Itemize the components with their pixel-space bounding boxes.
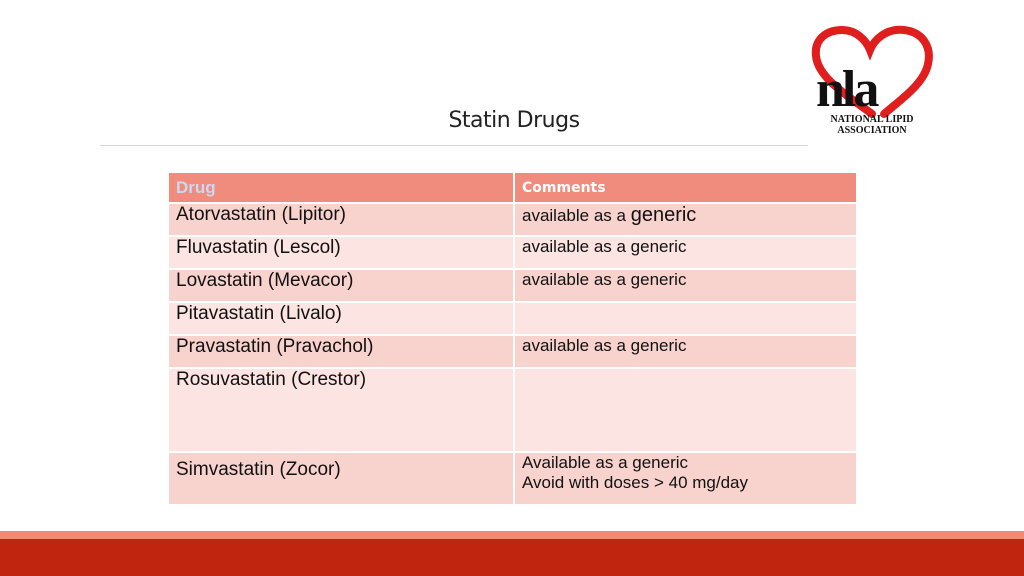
table-row [168, 335, 857, 368]
drug-cell: Lovastatin (Mevacor) [168, 269, 514, 302]
title-divider [100, 145, 808, 146]
comment-cell: available as a generic [514, 236, 857, 269]
comment-text-tail: generic [630, 204, 697, 226]
logo-caption-line1: NATIONAL LIPID [830, 114, 914, 125]
comment-line: Avoid with doses > 40 mg/day [522, 473, 749, 492]
comment-cell: available as a generic [514, 269, 857, 302]
comment-line: Available as a generic [522, 453, 689, 472]
table-row [168, 236, 857, 269]
column-header-drug: Drug [168, 172, 514, 203]
footer-accent-bar [0, 531, 1024, 539]
comment-cell [514, 302, 857, 335]
column-header-comments: Comments [514, 172, 857, 203]
table-row [168, 269, 857, 302]
comment-cell [514, 203, 857, 236]
table-row [168, 452, 857, 505]
drug-cell: Simvastatin (Zocor) [168, 452, 514, 505]
table-row [168, 302, 857, 335]
table-row [168, 368, 857, 452]
footer-bar [0, 539, 1024, 576]
logo-caption [808, 114, 936, 136]
drug-cell: Pravastatin (Pravachol) [168, 335, 514, 368]
logo-caption-line2: ASSOCIATION [837, 125, 907, 136]
comment-cell [514, 452, 857, 505]
drug-cell: Fluvastatin (Lescol) [168, 236, 514, 269]
drug-cell: Rosuvastatin (Crestor) [168, 368, 514, 452]
comment-cell [514, 368, 857, 452]
statin-table [167, 171, 858, 506]
nla-logo [808, 22, 936, 146]
svg-text:nla: nla [816, 61, 877, 118]
slide-title: Statin Drugs [448, 108, 580, 133]
drug-cell: Pitavastatin (Livalo) [168, 302, 514, 335]
drug-cell: Atorvastatin (Lipitor) [168, 203, 514, 236]
comment-cell: available as a generic [514, 335, 857, 368]
comment-text: available as a [522, 206, 626, 225]
table-header-row [168, 172, 857, 203]
table-row [168, 203, 857, 236]
